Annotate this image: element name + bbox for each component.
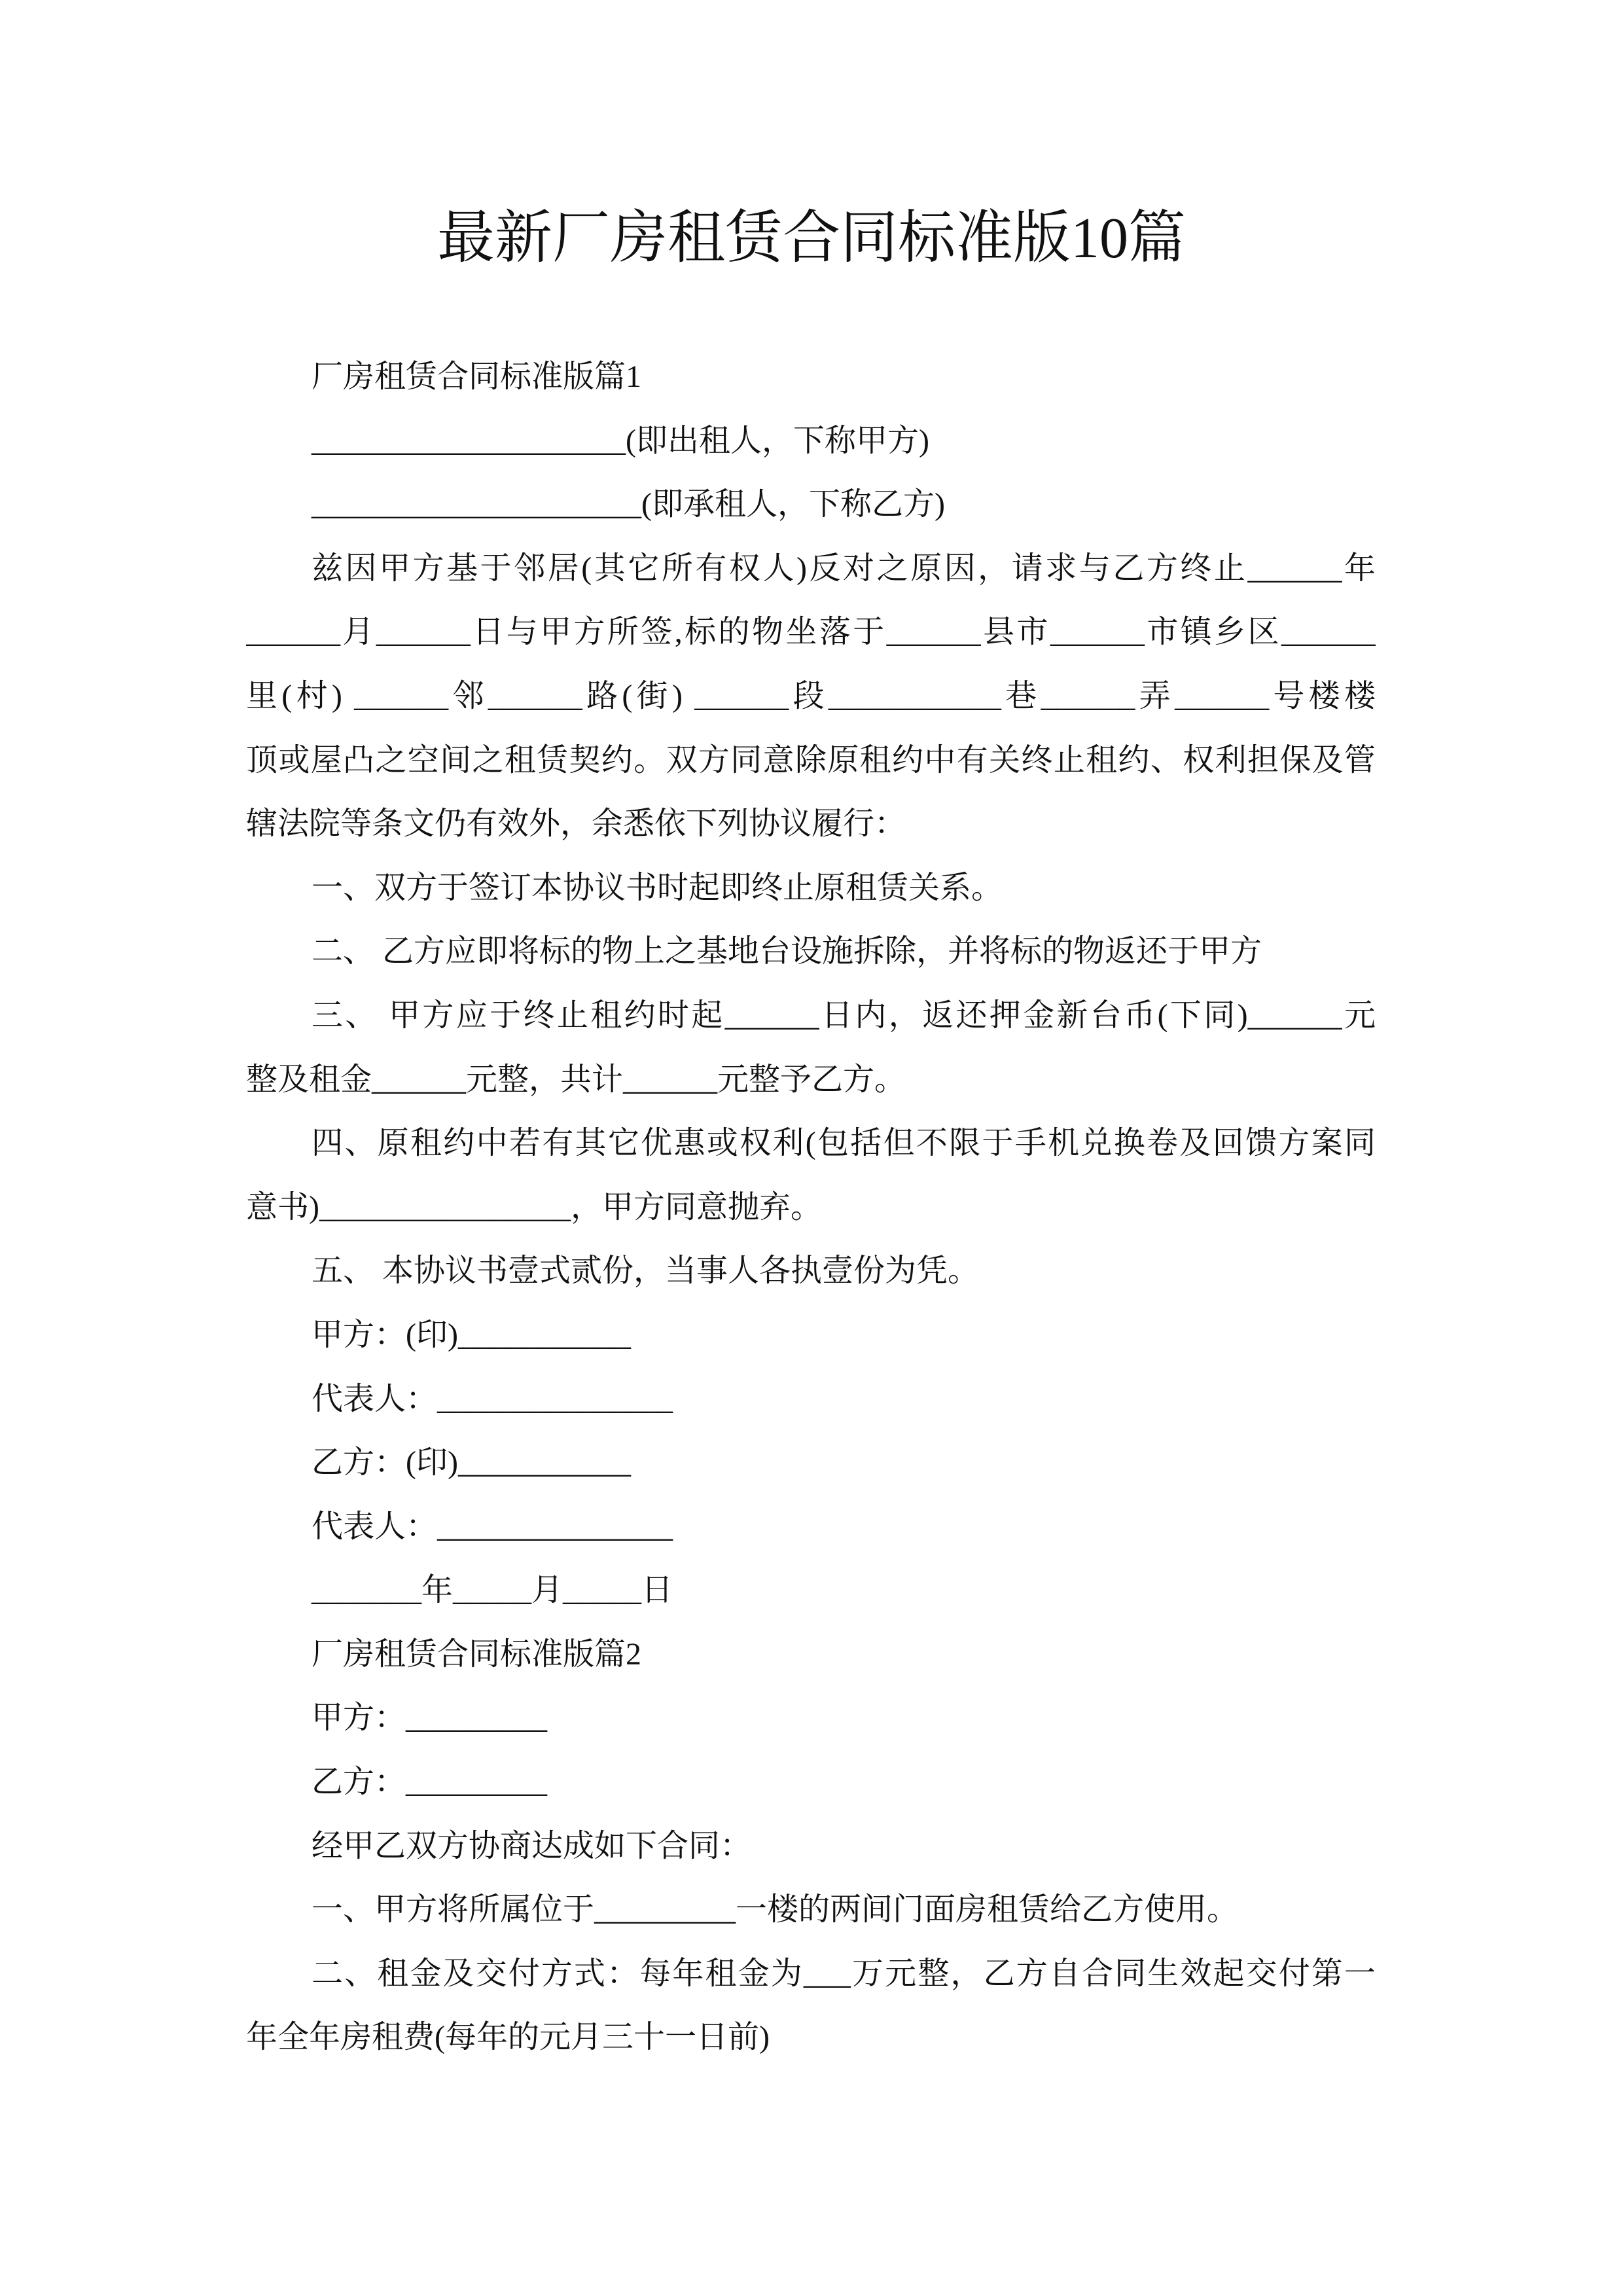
clause-line: 意书)________________，甲方同意抛弃。	[246, 1189, 822, 1225]
clause-line: 整及租金______元整，共计______元整予乙方。	[246, 1062, 906, 1097]
signature-line: 甲方：(印)___________	[312, 1317, 631, 1352]
lessor-line: ____________________(即出租人，下称甲方)	[312, 423, 929, 458]
signature-line: 代表人：_______________	[312, 1509, 673, 1544]
paragraph-line: 里(村) ______邻______路(街) ______段___________巷______弄______号楼楼	[246, 678, 1376, 713]
clause-line: 二、 乙方应即将标的物上之基地台设施拆除，并将标的物返还于甲方	[312, 934, 1262, 969]
section-heading: 厂房租赁合同标准版篇2	[312, 1636, 642, 1672]
clause-line: 一、甲方将所属位于_________一楼的两间门面房租赁给乙方使用。	[312, 1892, 1239, 1928]
paragraph-line: 经甲乙双方协商达成如下合同：	[312, 1828, 752, 1863]
paragraph-line: ______月______日与甲方所签,标的物坐落于______县市______市镇乡区______	[246, 615, 1376, 650]
signature-line: 代表人：_______________	[312, 1381, 673, 1416]
clause-line: 四、原租约中若有其它优惠或权利(包括但不限于手机兑换卷及回馈方案同	[312, 1126, 1376, 1161]
lessee-line: _____________________(即承租人，下称乙方)	[312, 487, 945, 522]
clause-line: 二、租金及交付方式：每年租金为___万元整，乙方自合同生效起交付第一	[312, 1956, 1376, 1991]
paragraph-line: 辖法院等条文仍有效外，余悉依下列协议履行：	[246, 806, 906, 842]
paragraph-line: 兹因甲方基于邻居(其它所有权人)反对之原因，请求与乙方终止______年	[312, 550, 1376, 586]
clause-line: 年全年房租费(每年的元月三十一日前)	[246, 2020, 770, 2055]
clause-line: 三、 甲方应于终止租约时起______日内，返还押金新台币(下同)______元	[312, 997, 1376, 1033]
paragraph-line: 顶或屋凸之空间之租赁契约。双方同意除原租约中有关终止租约、权利担保及管	[246, 742, 1376, 778]
party-line: 乙方：_________	[312, 1765, 548, 1800]
section-heading: 厂房租赁合同标准版篇1	[312, 359, 642, 394]
signature-line: 乙方：(印)___________	[312, 1445, 631, 1480]
document-title: 最新厂房租赁合同标准版10篇	[437, 207, 1186, 270]
clause-line: 一、双方于签订本协议书时起即终止原租赁关系。	[312, 870, 1003, 905]
clause-line: 五、 本协议书壹式贰份，当事人各执壹份为凭。	[312, 1253, 980, 1289]
date-line: _______年_____月_____日	[312, 1573, 673, 1608]
document-body	[246, 345, 1376, 2070]
party-line: 甲方：_________	[312, 1700, 548, 1736]
